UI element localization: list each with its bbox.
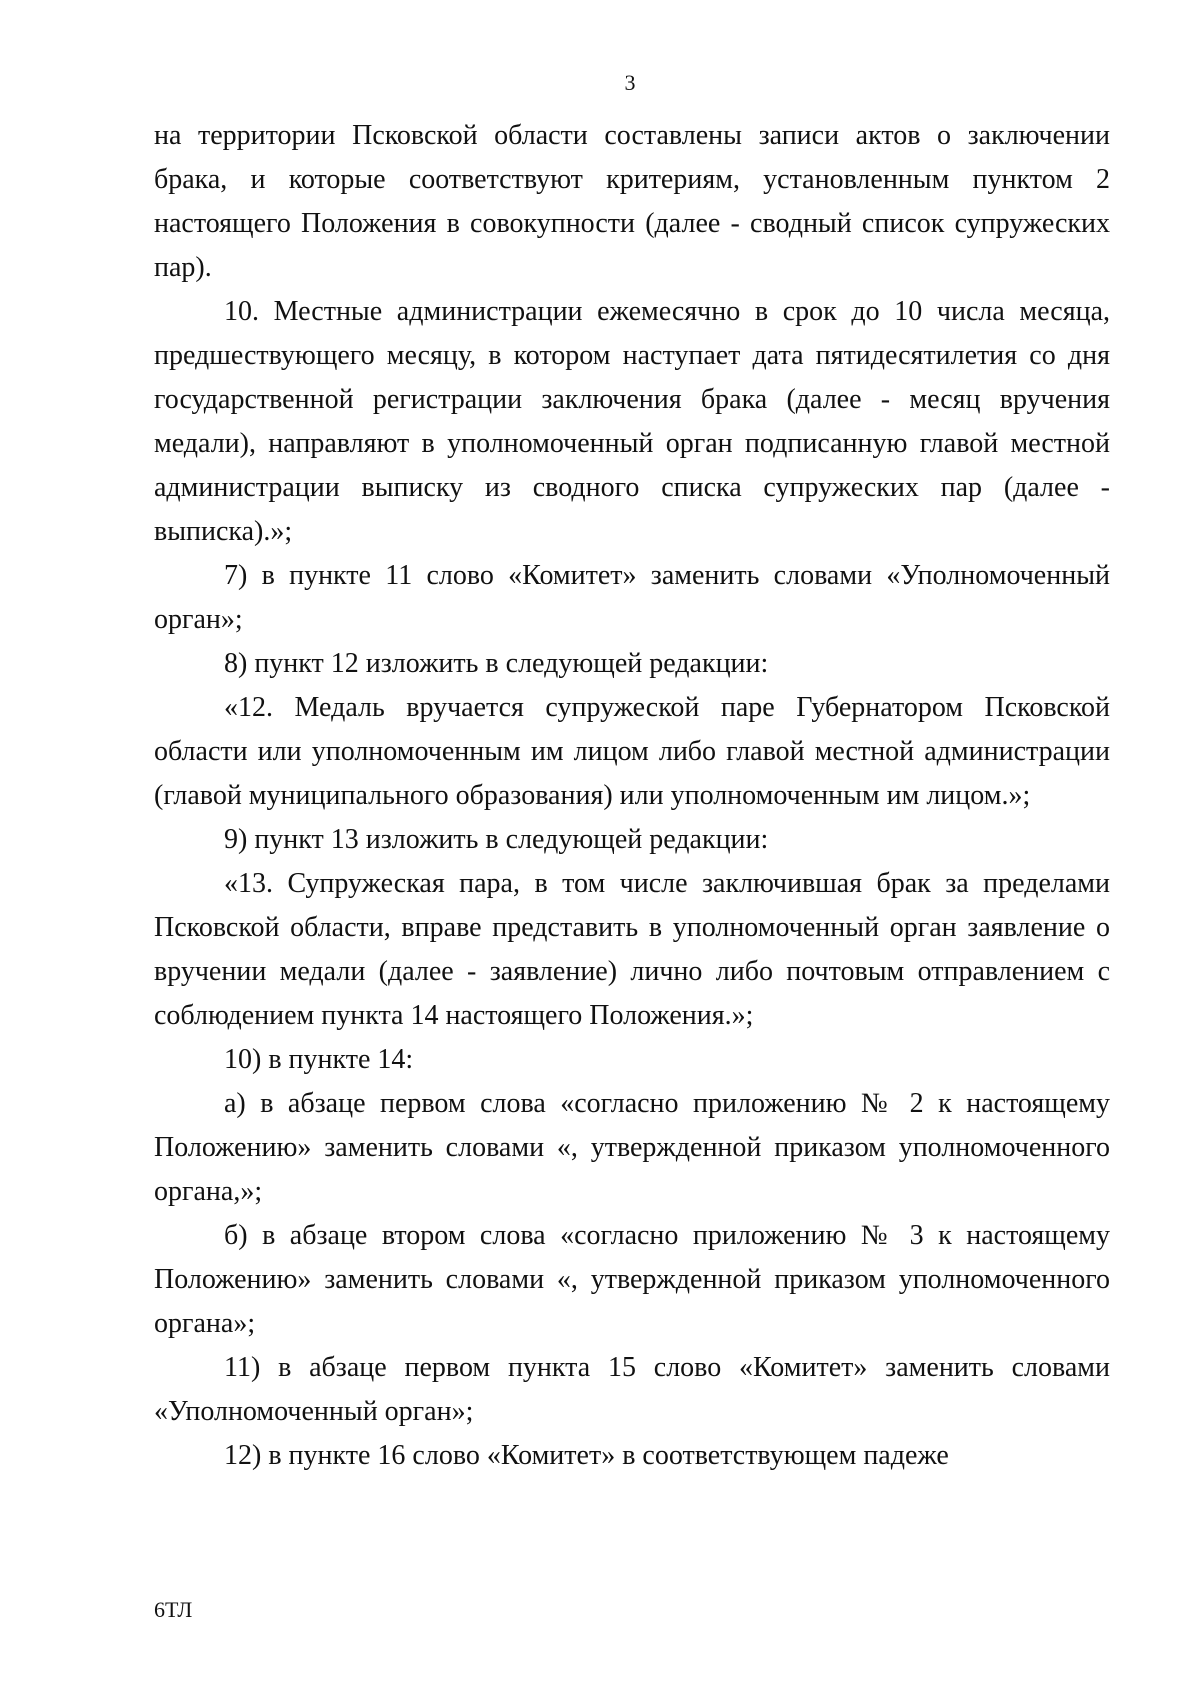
paragraph: «12. Медаль вручается супружеской паре Губернатором Псковской области или уполномоченным им лицом либо главой местной администрации (главой муниципального образования) или уполномоченным им лицом.»;: [154, 692, 1110, 811]
paragraph: б) в абзаце втором слова «согласно приложению № 3 к настоящему Положению» заменить словами «, утвержденной приказом уполномоченного органа»;: [154, 1220, 1110, 1339]
paragraph: а) в абзаце первом слова «согласно приложению № 2 к настоящему Положению» заменить словами «, утвержденной приказом уполномоченного органа,»;: [154, 1088, 1110, 1207]
paragraph: «13. Супружеская пара, в том числе заключившая брак за пределами Псковской области, вправе представить в уполномоченный орган заявление о вручении медали (далее - заявление) лично либо почтовым отправлением с соблюдением пункта 14 настоящего Положения.»;: [154, 868, 1110, 1031]
paragraph: на территории Псковской области составлены записи актов о заключении брака, и которые соответствуют критериям, установленным пунктом 2 настоящего Положения в совокупности (далее - сводный список супружеских пар).: [154, 120, 1110, 283]
document-body: [154, 114, 1110, 1478]
paragraph: 9) пункт 13 изложить в следующей редакции:: [224, 824, 769, 855]
paragraph: 7) в пункте 11 слово «Комитет» заменить словами «Уполномоченный орган»;: [154, 560, 1110, 635]
paragraph: 10) в пункте 14:: [224, 1044, 414, 1075]
paragraph: 12) в пункте 16 слово «Комитет» в соответствующем падеже: [224, 1440, 949, 1471]
paragraph: 11) в абзаце первом пункта 15 слово «Комитет» заменить словами «Уполномоченный орган»;: [154, 1352, 1110, 1427]
paragraph: 8) пункт 12 изложить в следующей редакции:: [224, 648, 769, 679]
page-number: 3: [624, 70, 636, 95]
paragraph: 10. Местные администрации ежемесячно в срок до 10 числа месяца, предшествующего месяцу, в котором наступает дата пятидесятилетия со дня государственной регистрации заключения брака (далее - месяц вручения медали), направляют в уполномоченный орган подписанную главой местной администрации выписку из сводного списка супружеских пар (далее - выписка).»;: [154, 296, 1110, 547]
footer-code: 6ТЛ: [154, 1597, 193, 1622]
